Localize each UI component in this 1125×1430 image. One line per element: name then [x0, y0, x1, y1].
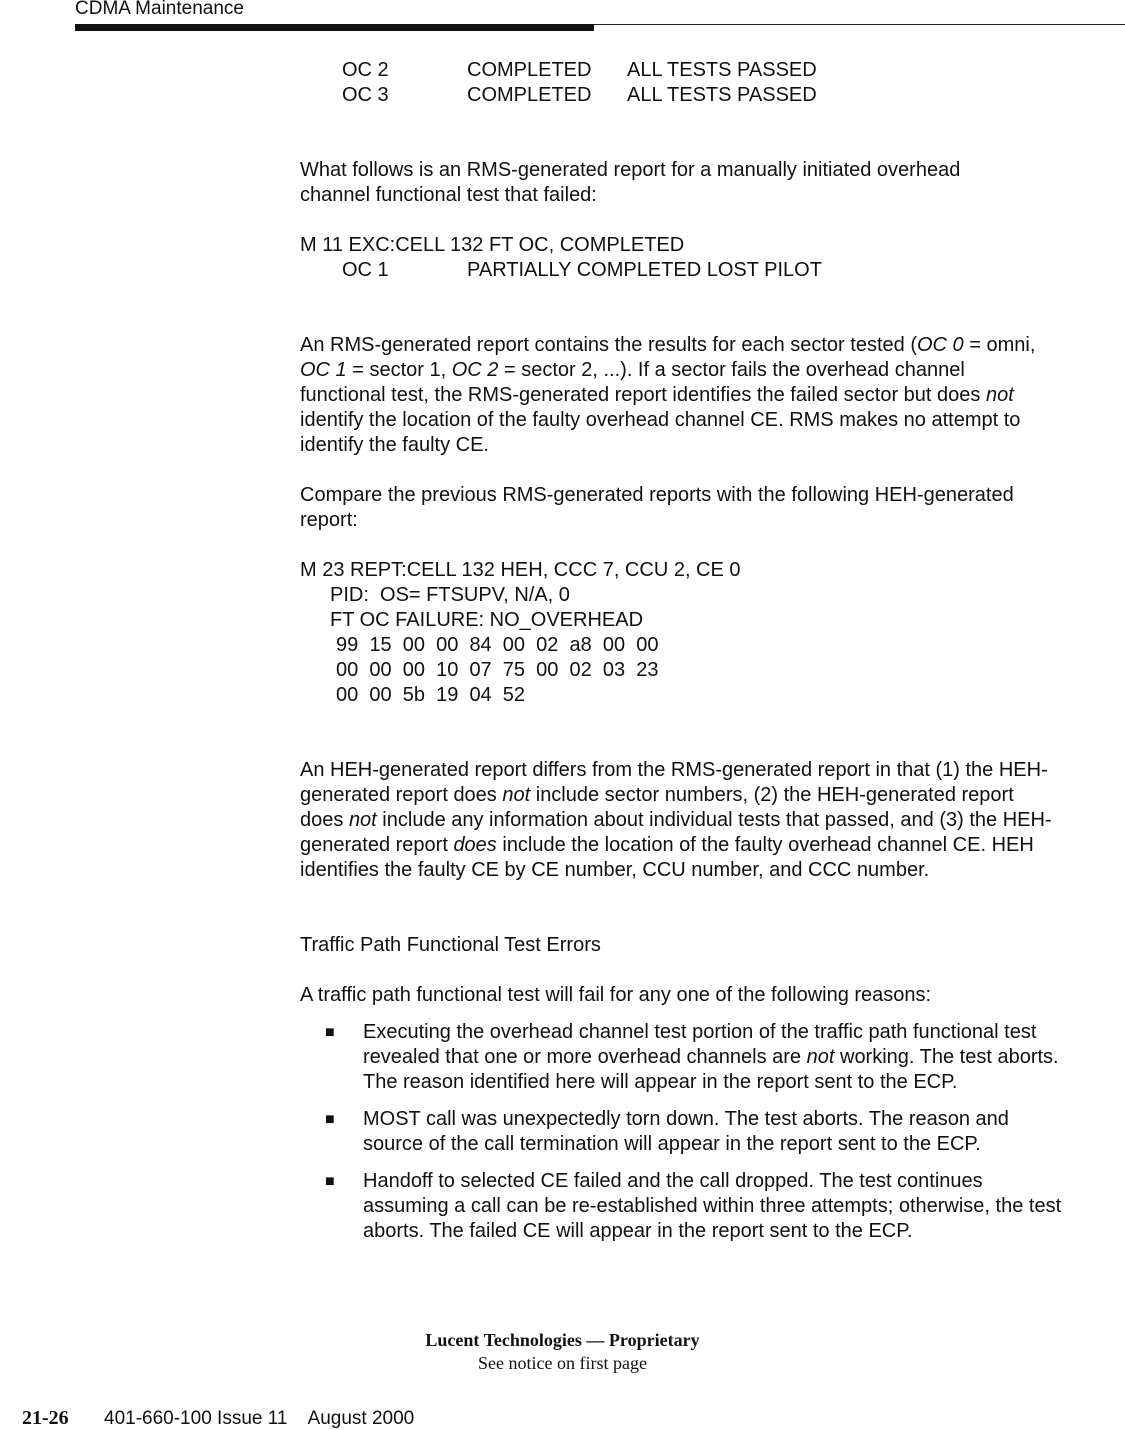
section-heading: Traffic Path Functional Test Errors	[300, 934, 601, 956]
paragraph-compare: Compare the previous RMS-generated reports with the following HEH-generated report:	[300, 484, 1014, 531]
emphasis-not: not	[348, 809, 377, 831]
heh-report-line: PID: OS= FTSUPV, N/A, 0	[330, 584, 570, 606]
emphasis-not: not	[502, 784, 531, 806]
result-text: ALL TESTS PASSED	[627, 84, 817, 106]
result-text: ALL TESTS PASSED	[627, 59, 817, 81]
header-rule-bar	[75, 24, 594, 31]
heh-report-hex: 99 15 00 00 84 00 02 a8 00 00	[336, 634, 659, 656]
heh-report-hex: 00 00 5b 19 04 52	[336, 684, 526, 706]
emphasis-does: does	[453, 834, 497, 856]
heh-report-line: M 23 REPT:CELL 132 HEH, CCC 7, CCU 2, CE 0	[300, 559, 741, 581]
emphasis-not: not	[806, 1046, 835, 1068]
paragraph-rms-contains: An RMS-generated report contains the results for each sector tested (OC 0 = omni, OC 1 = sector 1, OC 2 = sector 2, ...). If a sector fails the overhead channel functional test, the RMS-generated report identifies the failed sector but does not identify the location of the faulty overhead channel CE. RMS makes no attempt to identify the faulty CE.	[300, 334, 1036, 456]
result-oc: OC 2	[342, 59, 389, 81]
paragraph-rms-intro: What follows is an RMS-generated report for a manually initiated overhead channel functional test that failed:	[300, 159, 961, 206]
bullet-text: Executing the overhead channel test portion of the traffic path functional test revealed that one or more overhead channels are not working. The test aborts. The reason identified here will appear in the report sent to the ECP.	[363, 1021, 1059, 1093]
paragraph-heh-differs: An HEH-generated report differs from the RMS-generated report in that (1) the HEH-generated report does not include sector numbers, (2) the HEH-generated report does not include any information about individual tests that passed, and (3) the HEH-generated report does include the location of the faulty overhead channel CE. HEH identifies the faulty CE by CE number, CCU number, and CCC number.	[300, 759, 1052, 881]
emphasis-oc1: OC 1	[300, 359, 347, 381]
heh-report-line: FT OC FAILURE: NO_OVERHEAD	[330, 609, 644, 631]
rms-report-oc: OC 1	[342, 259, 389, 281]
bullet-square-icon: ■	[325, 1111, 335, 1128]
emphasis-oc0: OC 0	[916, 334, 964, 356]
heh-report-hex: 00 00 00 10 07 75 00 02 03 23	[336, 659, 659, 681]
bullet-square-icon: ■	[325, 1024, 335, 1041]
page-number: 21-26	[22, 1407, 69, 1429]
document-id: 401-660-100 Issue 11 August 2000	[104, 1408, 415, 1429]
result-oc: OC 3	[342, 84, 389, 106]
rms-report-result: PARTIALLY COMPLETED LOST PILOT	[467, 259, 822, 281]
bullet-text: MOST call was unexpectedly torn down. The test aborts. The reason and source of the call termination will appear in the report sent to the ECP.	[363, 1108, 1009, 1155]
bullet-square-icon: ■	[325, 1173, 335, 1190]
emphasis-oc2: OC 2	[451, 359, 499, 381]
bullet-text: Handoff to selected CE failed and the call dropped. The test continues assuming a call can be re-established within three attempts; otherwise, the test aborts. The failed CE will appear in the report sent to the ECP.	[363, 1170, 1062, 1242]
result-status: COMPLETED	[467, 84, 592, 106]
paragraph-traffic: A traffic path functional test will fail for any one of the following reasons:	[300, 984, 932, 1006]
emphasis-not: not	[985, 384, 1014, 406]
result-status: COMPLETED	[467, 59, 592, 81]
rms-report-line: M 11 EXC:CELL 132 FT OC, COMPLETED	[300, 234, 685, 256]
footer-notice: See notice on first page	[478, 1353, 647, 1373]
footer-company: Lucent Technologies — Proprietary	[425, 1330, 700, 1350]
running-header-title: CDMA Maintenance	[75, 0, 244, 19]
